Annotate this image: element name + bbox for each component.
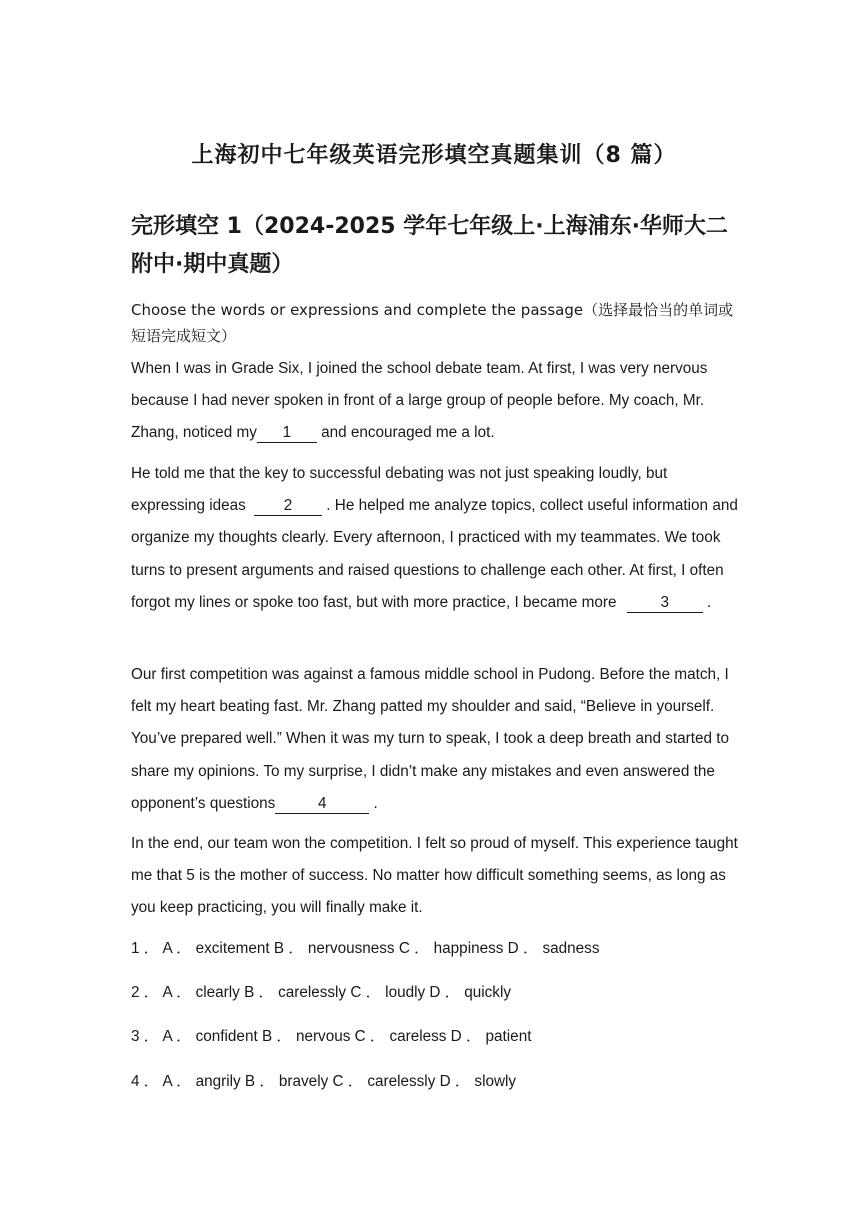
paragraph-text: Our first competition was against a famous middle school in Pudong. Before the match, I felt my heart beating fast. Mr. Zhang patted my shoulder and said, “Believe in yourself. You’ve prepared well.” When it was my turn to speak, I took a deep breath and started to share my opinions. To my surprise, I didn’t make any mistakes and even answered the opponent’s questions xyxy=(131,666,730,812)
paragraph-text: When I was in Grade Six, I joined the school debate team. At first, I was very nervous because I had never spoken in front of a large group of people before. My coach, Mr. Zhang, noticed my xyxy=(131,360,708,442)
section-heading: 完形填空 1（2024-2025 学年七年级上·上海浦东·华师大二附中·期中真题） xyxy=(131,214,728,277)
question-options-3: 3 ． A ． confident B ． nervous C ． careless D ． patient xyxy=(131,1028,532,1045)
question-options-1: 1 ． A ． excitement B ． nervousness C ． happiness D ． sadness xyxy=(131,940,600,957)
paragraph-text: . xyxy=(702,593,712,611)
document-title: 上海初中七年级英语完形填空真题集训（8 篇） xyxy=(191,143,677,168)
passage-paragraph-4: In the end, our team won the competition. I felt so proud of myself. This experience taught me that 5 is the mother of success. No matter how difficult something seems, as long as you keep practicing, you will finally make it. xyxy=(131,835,738,917)
paragraph-text: . He helped me analyze topics, collect useful information and organize my thoughts clearly. Every afternoon, I practiced with my teammates. We took turns to present arguments and raised questions to challenge each other. At first, I often forgot my lines or spoke too fast, but with more practice, I became more xyxy=(131,497,738,611)
paragraph-text: . xyxy=(369,794,378,812)
question-options-2: 2 ． A ． clearly B ． carelessly C ． loudly D ． quickly xyxy=(131,984,511,1001)
blank-4: 4 xyxy=(275,795,369,814)
instruction-text: Choose the words or expressions and complete the passage（选择最恰当的单词或短语完成短文） xyxy=(131,301,734,345)
passage-paragraph-2 xyxy=(131,458,743,619)
paragraph-text: He told me that the key to successful debating was not just speaking loudly, but expressing ideas xyxy=(131,465,668,515)
passage-paragraph-1 xyxy=(131,353,743,450)
blank-1: 1 xyxy=(257,424,317,443)
paragraph-text: and encouraged me a lot. xyxy=(316,424,495,442)
blank-3: 3 xyxy=(627,594,703,613)
question-options-4: 4 ． A ． angrily B ． bravely C ． carelessly D ． slowly xyxy=(131,1073,517,1090)
blank-2: 2 xyxy=(254,497,322,516)
passage-paragraph-3 xyxy=(131,659,743,820)
